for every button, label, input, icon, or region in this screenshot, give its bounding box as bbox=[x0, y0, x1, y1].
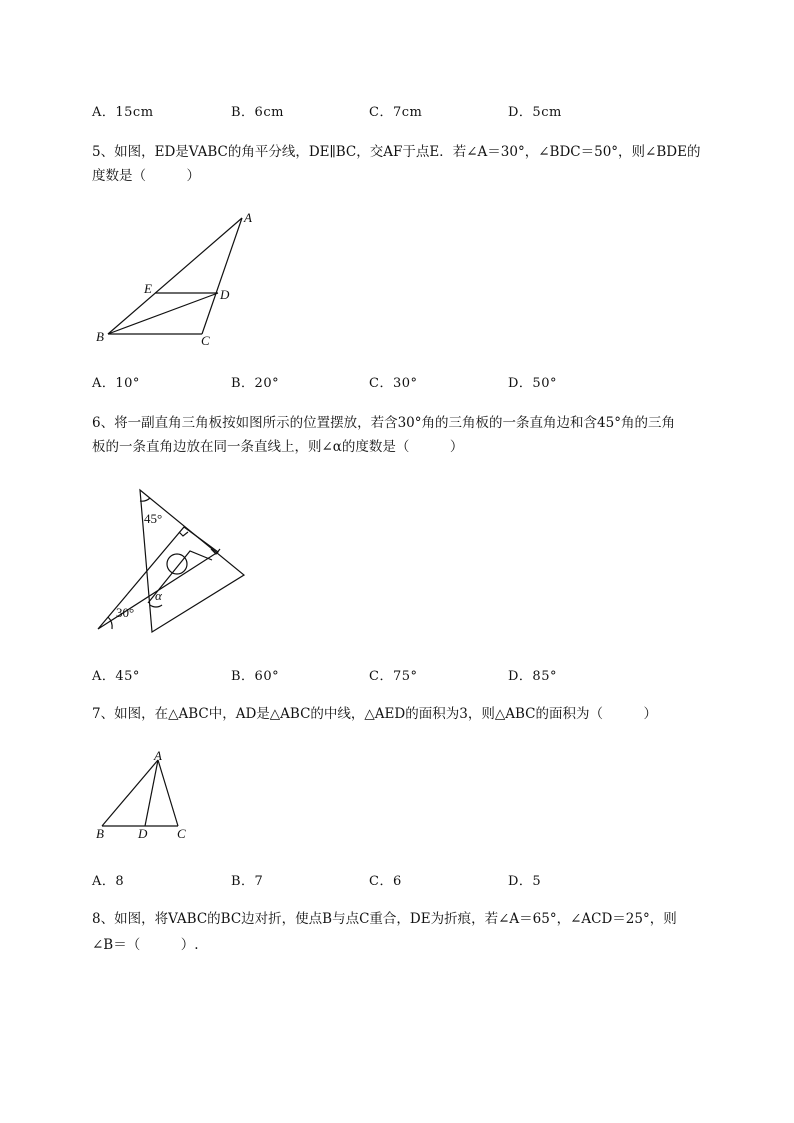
q6-label-45: 45° bbox=[144, 511, 163, 526]
q7-option-d: D．5 bbox=[508, 874, 542, 889]
q8-question-line2: ∠B＝（ ）. bbox=[92, 937, 199, 953]
q5-option-b: B．20° bbox=[231, 376, 280, 391]
q7-label-c: C bbox=[177, 826, 186, 841]
q5-option-c: C．30° bbox=[369, 376, 418, 391]
q7-option-b: B．7 bbox=[231, 874, 264, 889]
q6-question-line2: 板的一条直角边放在同一条直线上，则∠α的度数是（ ） bbox=[92, 439, 464, 455]
q6-question-line1: 6、将一副直角三角板按如图所示的位置摆放，若含30°角的三角板的一条直角边和含45°角的三角 bbox=[92, 415, 675, 431]
q7-label-b: B bbox=[96, 826, 104, 841]
q5-label-b: B bbox=[96, 329, 104, 344]
q6-arc-alpha bbox=[150, 605, 162, 607]
q7-question-line1: 7、如图，在△ABC中，AD是△ABC的中线，△AED的面积为3，则△ABC的面积为（ ） bbox=[92, 706, 657, 722]
q5-segment-bd bbox=[108, 293, 218, 334]
q4-option-a: A．15cm bbox=[92, 105, 154, 120]
q5-figure bbox=[90, 208, 260, 348]
q6-option-d: D．85° bbox=[508, 669, 557, 684]
q6-arc-30 bbox=[108, 617, 112, 629]
q5-label-a: A bbox=[244, 210, 252, 225]
q5-label-d: D bbox=[220, 287, 230, 302]
q7-option-a: A．8 bbox=[92, 874, 125, 889]
q6-option-b: B．60° bbox=[231, 669, 280, 684]
q7-segment-ad bbox=[145, 760, 158, 826]
q7-label-d: D bbox=[138, 826, 148, 841]
q4-option-b: B．6cm bbox=[231, 105, 284, 120]
q6-hole bbox=[167, 554, 187, 574]
q5-option-a: A．10° bbox=[92, 376, 140, 391]
q7-option-c: C．6 bbox=[369, 874, 402, 889]
q6-option-c: C．75° bbox=[369, 669, 418, 684]
q6-arc-45 bbox=[140, 498, 150, 501]
q5-option-d: D．50° bbox=[508, 376, 557, 391]
q7-segment-ac bbox=[158, 760, 178, 826]
q6-figure bbox=[90, 485, 260, 640]
q6-label-alpha: α bbox=[155, 588, 162, 603]
q5-question-line2: 度数是（ ） bbox=[92, 168, 200, 184]
q5-label-e: E bbox=[144, 281, 152, 296]
q7-figure bbox=[90, 748, 200, 843]
q4-option-c: C．7cm bbox=[369, 105, 423, 120]
q5-label-c: C bbox=[201, 333, 210, 348]
q5-question-line1: 5、如图，ED是VABC的角平分线，DE∥BC，交AF于点E．若∠A＝30°，∠BDC＝50°，则∠BDE的 bbox=[92, 144, 701, 160]
q7-segment-ab bbox=[102, 760, 158, 826]
q4-option-d: D．5cm bbox=[508, 105, 562, 120]
q7-label-a: A bbox=[154, 748, 162, 763]
q6-label-30: 30° bbox=[116, 605, 135, 620]
q6-option-a: A．45° bbox=[92, 669, 140, 684]
q6-right-angle-mark-1 bbox=[179, 532, 188, 536]
q8-question-line1: 8、如图，将VABC的BC边对折，使点B与点C重合，DE为折痕，若∠A＝65°，∠ACD＝25°，则 bbox=[92, 911, 677, 927]
